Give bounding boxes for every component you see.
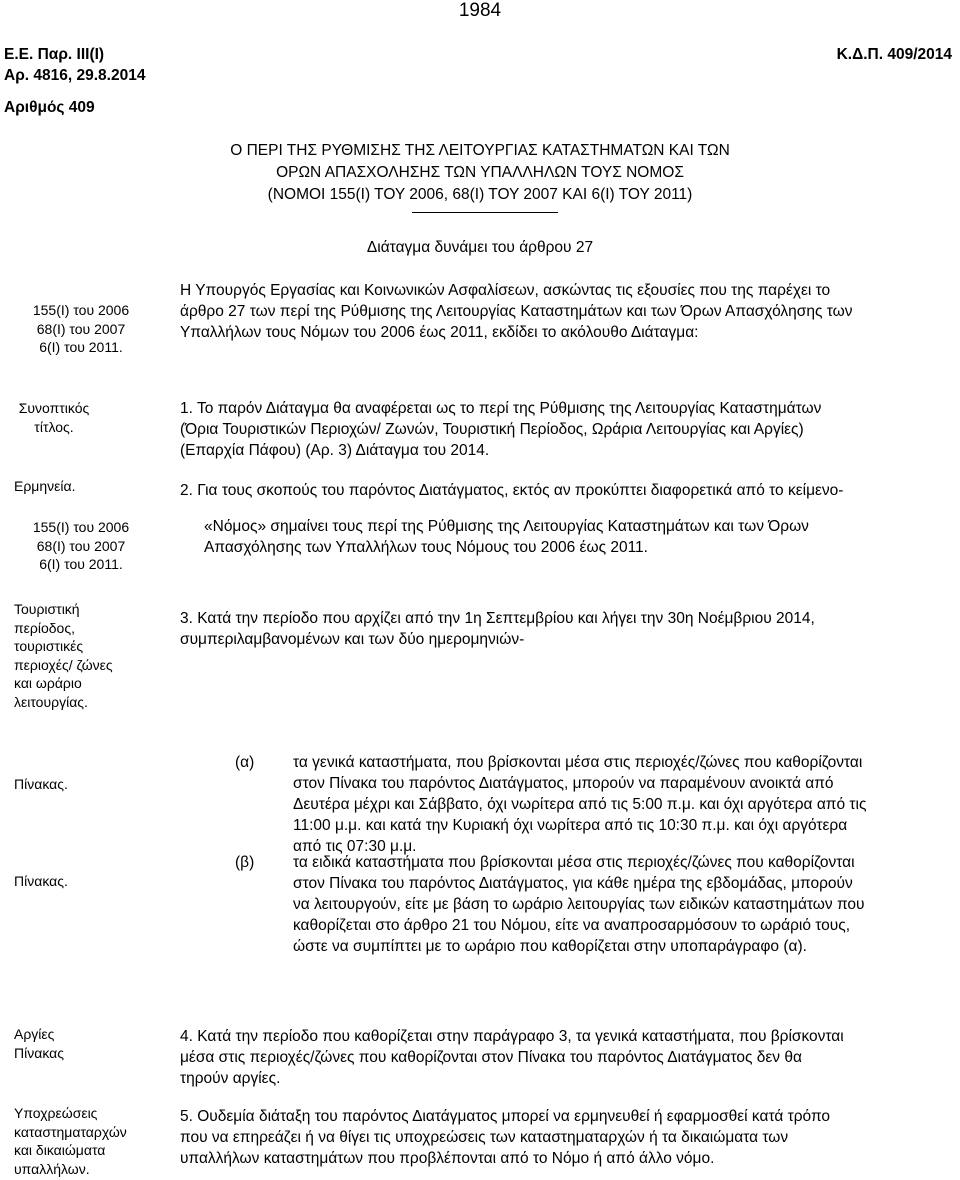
section-3b-label: (β) [235, 854, 255, 871]
title-rule [412, 212, 558, 213]
paragraph-b-line: στον Πίνακα του παρόντος Διατάγματος, για κάθε ημέρα της εβδομάδας, μπορούν [293, 875, 853, 892]
margin-note-line: και ωράριο [14, 675, 82, 691]
preamble-line: Η Υπουργός Εργασίας και Κοινωνικών Ασφαλίσεων, ασκώντας τις εξουσίες που της παρέχει το [180, 282, 831, 299]
section-5-margin-note [14, 1104, 127, 1178]
section-3a-label: (α) [235, 754, 255, 771]
section-1-line: (Όρια Τουριστικών Περιοχών/ Ζωνών, Τουριστική Περίοδος, Ωράρια Λειτουργίας και Αργίες) [180, 421, 804, 438]
section-2-intro-line: 2. Για τους σκοπούς του παρόντος Διατάγματος, εκτός αν προκύπτει διαφορετικά από το κείμενο- [180, 482, 844, 499]
section-3b-margin-note: Πίνακας. [14, 873, 68, 889]
paragraph-b-line: καθορίζεται στο άρθρο 21 του Νόμου, είτε να αναπροσαρμόσουν το ωράριό τους, [293, 917, 851, 934]
section-1-line: (Επαρχία Πάφου) (Αρ. 3) Διάταγμα του 2014. [180, 442, 490, 459]
margin-law-ref: 155(Ι) του 2006 [32, 519, 130, 535]
margin-law-ref: 155(Ι) του 2006 [32, 302, 130, 318]
section-3-margin-note [14, 600, 113, 711]
section-5-line: 5. Ουδεμία διάταξη του παρόντος Διατάγματος μπορεί να ερμηνευθεί ή εφαρμοσθεί κατά τρόπο [180, 1108, 831, 1125]
definition-line: «Νόμος» σημαίνει τους περί της Ρύθμισης της Λειτουργίας Καταστημάτων και των Όρων [204, 518, 809, 535]
section-2-margin-laws [0, 518, 162, 574]
preamble-margin-note [0, 301, 162, 357]
section-4-margin-note [14, 1025, 64, 1062]
section-4-line: μέσα στις περιοχές/ζώνες που καθορίζονται στον Πίνακα του παρόντος Διατάγματος δεν θα [180, 1049, 802, 1066]
gazette-issue: Ε.Ε. Παρ. ΙΙΙ(Ι) [4, 46, 105, 63]
preamble-line: Υπαλλήλων τους Νόμων του 2006 έως 2011, εκδίδει το ακόλουθο Διάταγμα: [180, 324, 699, 341]
section-3-line: 3. Κατά την περίοδο που αρχίζει από την 1η Σεπτεμβρίου και λήγει την 30η Νοέμβριου 2014, [180, 610, 815, 627]
margin-note-line: τουριστικές [14, 638, 84, 654]
margin-note-line: τίτλος. [34, 418, 74, 435]
section-1-margin-note [0, 399, 108, 436]
section-3b-text [293, 852, 954, 957]
section-1-line: 1. Το παρόν Διάταγμα θα αναφέρεται ως το περί της Ρύθμισης της Λειτουργίας Καταστημάτων [180, 400, 822, 417]
preamble-text [180, 280, 954, 343]
section-4-line: τηρούν αργίες. [180, 1070, 281, 1087]
title-line-2: ΟΡΩΝ ΑΠΑΣΧΟΛΗΣΗΣ ΤΩΝ ΥΠΑΛΛΗΛΩΝ ΤΟΥΣ ΝΟΜΟΣ [276, 164, 684, 181]
margin-note-line: υπαλλήλων. [14, 1160, 90, 1177]
margin-note-line: Τουριστική [14, 601, 80, 617]
margin-note-line: Συνοπτικός [18, 400, 90, 416]
section-5-text [180, 1106, 954, 1169]
section-1-text [180, 398, 954, 461]
paragraph-a-line: τα γενικά καταστήματα, που βρίσκονται μέσα στις περιοχές/ζώνες που καθορίζονται [293, 754, 863, 771]
margin-law-ref: 68(Ι) του 2007 [36, 537, 126, 554]
margin-law-ref: 6(Ι) του 2011. [39, 556, 123, 572]
section-3-text [180, 608, 954, 650]
margin-note-line: Αργίες [14, 1026, 55, 1042]
paragraph-b-line: να λειτουργούν, είτε με βάση το ωράριο λειτουργίας των ειδικών καταστημάτων που [293, 896, 865, 913]
title-line-3: (ΝΟΜΟΙ 155(Ι) ΤΟΥ 2006, 68(Ι) ΤΟΥ 2007 ΚΑΙ 6(Ι) ΤΟΥ 2011) [267, 186, 693, 203]
definition-line: Απασχόλησης των Υπαλλήλων τους Νόμους του 2006 έως 2011. [204, 539, 648, 556]
paragraph-b-line: τα ειδικά καταστήματα που βρίσκονται μέσα στις περιοχές/ζώνες που καθορίζονται [293, 854, 855, 871]
paragraph-a-line: 11:00 μ.μ. και κατά την Κυριακή όχι νωρίτερα από τις 10:30 π.μ. και όχι αργότερα [293, 817, 848, 834]
section-3-line: συμπεριλαμβανομένων και των δύο ημερομηνιών- [180, 631, 525, 648]
margin-note-line: Πίνακας [14, 1044, 64, 1061]
paragraph-b-line: ώστε να συμπίπτει με το ωράριο που καθορίζεται στην υποπαράγραφο (α). [293, 938, 807, 955]
paragraph-a-line: Δευτέρα μέχρι και Σάββατο, όχι νωρίτερα από τις 5:00 π.μ. και όχι αργότερα από τις [293, 796, 867, 813]
section-4-line: 4. Κατά την περίοδο που καθορίζεται στην παράγραφο 3, τα γενικά καταστήματα, που βρίσκονται [180, 1028, 844, 1045]
margin-note-line: περίοδος, [14, 619, 75, 636]
decree-subtitle: Διάταγμα δυνάμει του άρθρου 27 [366, 239, 594, 256]
decree-number-label: Αριθμός 409 [4, 99, 95, 116]
section-2-margin-label: Ερμηνεία. [14, 478, 76, 494]
gazette-number-date: Αρ. 4816, 29.8.2014 [4, 67, 146, 84]
margin-note-line: και δικαιώματα [14, 1142, 106, 1158]
margin-note-line: περιοχές/ ζώνες [14, 656, 113, 673]
margin-note-line: Υποχρεώσεις [14, 1105, 98, 1121]
decree-reference: Κ.Δ.Π. 409/2014 [836, 46, 952, 63]
page-number: 1984 [458, 0, 502, 21]
margin-note-line: λειτουργίας. [14, 693, 88, 710]
section-3a-text [293, 752, 954, 857]
section-2-intro [180, 480, 954, 501]
margin-note-line: καταστηματαρχών [14, 1123, 127, 1140]
section-5-line: που να επηρεάζει ή να θίγει τις υποχρεώσεις των καταστηματαρχών ή τα δικαιώματα των [180, 1129, 789, 1146]
section-4-text [180, 1026, 954, 1089]
paragraph-a-line: από τις 07:30 μ.μ. [293, 838, 417, 855]
preamble-line: άρθρο 27 των περί της Ρύθμισης της Λειτουργίας Καταστημάτων και των Όρων Απασχόλησης των [180, 303, 853, 320]
margin-law-ref: 6(Ι) του 2011. [39, 339, 123, 355]
paragraph-a-line: στον Πίνακα του παρόντος Διατάγματος, μπορούν να παραμένουν ανοικτά από [293, 775, 834, 792]
section-3a-margin-note: Πίνακας. [14, 776, 68, 792]
margin-law-ref: 68(Ι) του 2007 [36, 320, 126, 337]
section-5-line: υπαλλήλων καταστημάτων που προβλέπονται από το Νόμο ή από άλλο νόμο. [180, 1150, 715, 1167]
section-2-definition [204, 516, 954, 558]
title-line-1: Ο ΠΕΡΙ ΤΗΣ ΡΥΘΜΙΣΗΣ ΤΗΣ ΛΕΙΤΟΥΡΓΙΑΣ ΚΑΤΑΣΤΗΜΑΤΩΝ ΚΑΙ ΤΩΝ [230, 142, 730, 159]
